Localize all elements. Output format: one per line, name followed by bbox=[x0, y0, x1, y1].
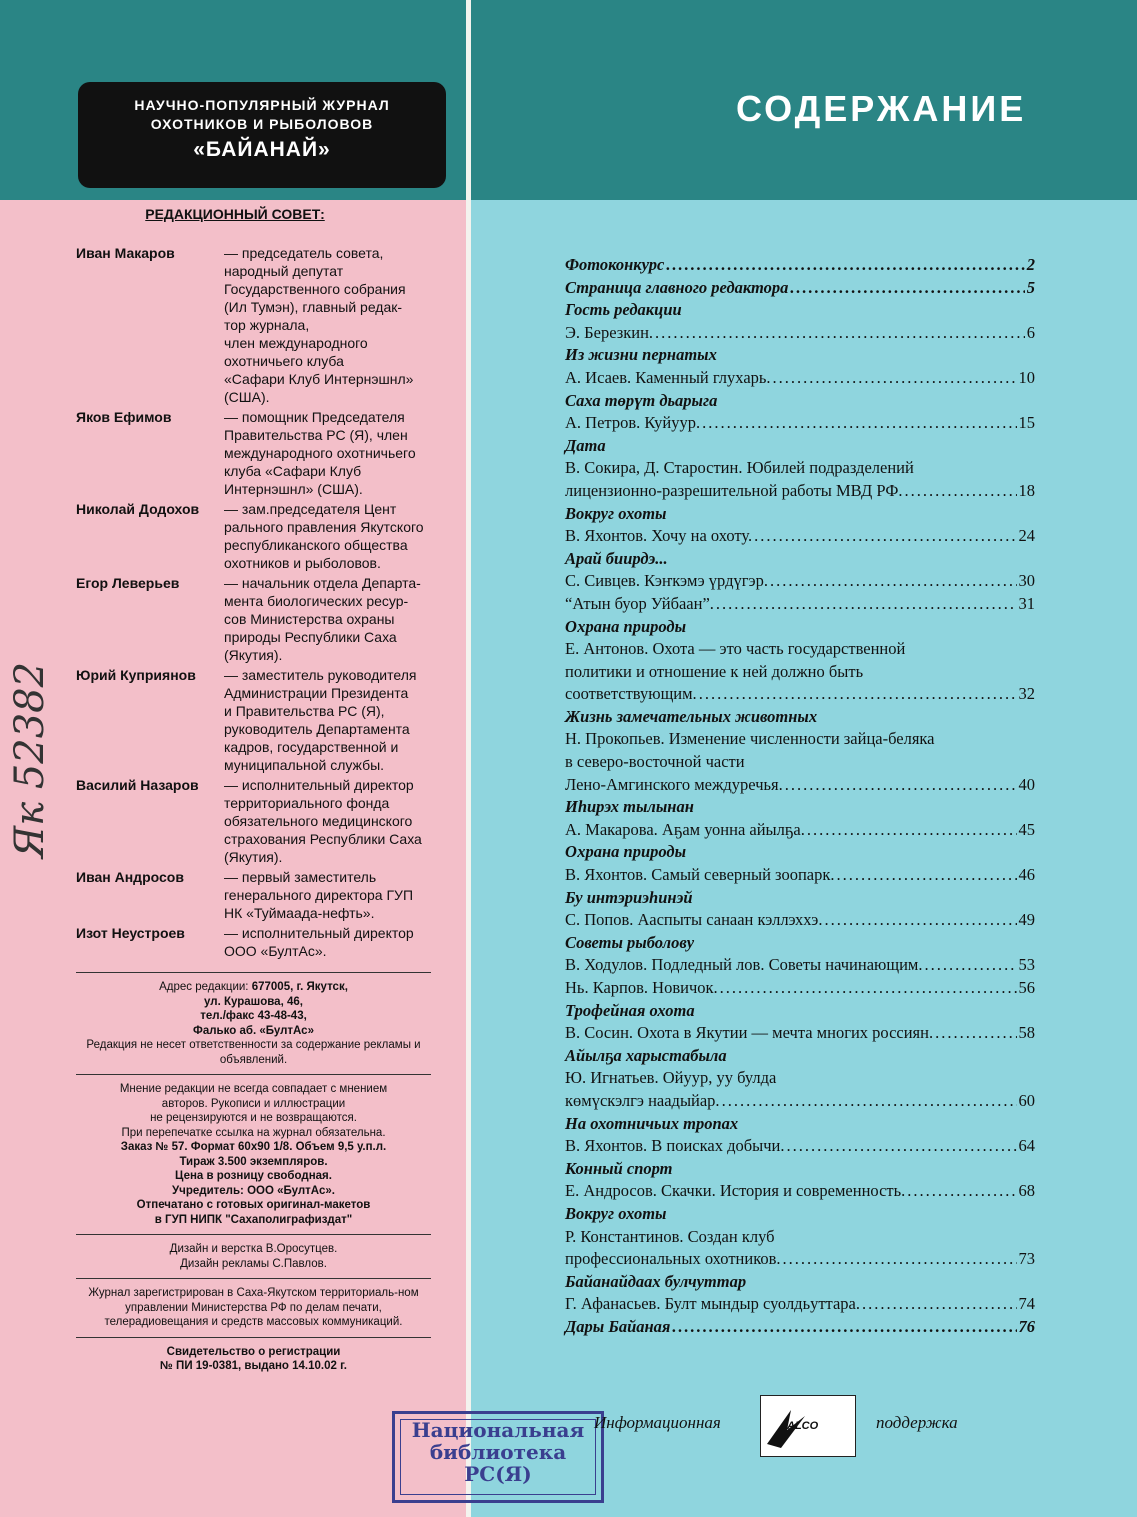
toc-entry-title: лицензионно-разрешительной работы МВД РФ. bbox=[565, 480, 903, 500]
member-description: — заместитель руководителя Администрации Президента и Правительства РС (Я), руководитель Департамента кадров, государственной и муниципальной службы. bbox=[224, 667, 417, 773]
toc-section-heading: Охрана природы bbox=[565, 842, 687, 862]
magazine-title-box bbox=[78, 82, 446, 188]
member-name: Иван Макаров bbox=[76, 245, 175, 261]
toc-entry-title: В. Яхонтов. Хочу на охоту. bbox=[565, 526, 753, 546]
toc-entry bbox=[565, 593, 1035, 616]
toc-dot-leader bbox=[773, 367, 1017, 390]
toc-entry-title: профессиональных охотников. bbox=[565, 1249, 781, 1269]
member-name: Юрий Куприянов bbox=[76, 667, 196, 683]
toc-entry bbox=[565, 1135, 1035, 1158]
toc-dot-leader bbox=[720, 977, 1017, 1000]
member-description: — зам.председателя Цент рального правления Якутского республиканского общества охотников и рыболовов. bbox=[224, 501, 424, 571]
toc-entry bbox=[565, 254, 1035, 277]
board-member bbox=[76, 924, 461, 960]
toc-section-heading: Советы рыболову bbox=[565, 932, 695, 952]
toc-dot-leader bbox=[790, 277, 1024, 300]
toc-entry-title: Лено-Амгинского междуречья. bbox=[565, 774, 783, 794]
logo-text: ALCO bbox=[787, 1420, 819, 1432]
toc-entry-line: Ю. Игнатьев. Ойуур, уу булда bbox=[565, 1068, 777, 1088]
toc-section-heading: Байанайдаах булчуттар bbox=[565, 1271, 747, 1291]
toc-entry-title: көмүскэлгэ наадыйар. bbox=[565, 1090, 720, 1110]
toc-section-heading: Трофейная охота bbox=[565, 1000, 695, 1020]
toc-section-heading: Айылҕа харыстабыла bbox=[565, 1045, 727, 1065]
price-info: Цена в розницу свободная. bbox=[175, 1170, 332, 1182]
imprint-address bbox=[76, 972, 431, 1074]
toc-dot-leader bbox=[862, 1293, 1017, 1316]
toc-entry bbox=[565, 570, 1035, 593]
toc-section-heading: Гость редакции bbox=[565, 300, 682, 320]
toc-entry bbox=[565, 774, 1035, 797]
toc-page-number: 15 bbox=[1018, 413, 1035, 433]
toc-page-number: 53 bbox=[1018, 955, 1035, 975]
toc-section-heading: Арай биирдэ... bbox=[565, 548, 668, 568]
member-name: Яков Ефимов bbox=[76, 409, 172, 425]
handwritten-inventory-number bbox=[0, 630, 60, 890]
toc-dot-leader bbox=[905, 480, 1017, 503]
toc-entry bbox=[565, 322, 1035, 345]
founder-info: Учредитель: ООО «БултАс». bbox=[172, 1184, 335, 1197]
ads-disclaimer: Редакция не несет ответственности за содержание рекламы и объявлений. bbox=[86, 1039, 421, 1066]
toc-entry-title: В. Яхонтов. В поисках добычи. bbox=[565, 1136, 785, 1156]
editorial-board-list bbox=[76, 244, 461, 962]
toc-dot-leader bbox=[722, 1090, 1017, 1113]
toc-entry-title: Фотоконкурс bbox=[565, 255, 665, 274]
address-label: Адрес редакции: bbox=[159, 981, 249, 993]
toc-entry bbox=[565, 277, 1035, 300]
support-label-right: поддержка bbox=[876, 1413, 958, 1432]
member-description: — председатель совета, народный депутат Государственного собрания (Ил Тумэн), главный редак- тор журнала, член международного охотничьего клуба «Сафари Клуб Интернэшнл» (США). bbox=[224, 245, 414, 405]
toc-section-heading: Дата bbox=[565, 435, 606, 455]
toc-dot-leader bbox=[770, 570, 1017, 593]
toc-entry bbox=[565, 1180, 1035, 1203]
member-name: Иван Андросов bbox=[76, 869, 184, 885]
registration-text: Журнал зарегистрирован в Саха-Якутском территориаль-ном управлении Министерства РФ по делам печати, телерадиовещания и средств массовых коммуникаций. bbox=[88, 1287, 419, 1328]
toc-entry-line: в северо-восточной части bbox=[565, 752, 745, 772]
magazine-name: «БАЙАНАЙ» bbox=[193, 138, 331, 161]
toc-section-heading: Из жизни пернатых bbox=[565, 345, 717, 365]
falco-logo bbox=[760, 1395, 856, 1457]
toc-entry-title: Е. Андросов. Скачки. История и современность. bbox=[565, 1181, 906, 1201]
toc-page-number: 68 bbox=[1018, 1181, 1035, 1201]
imprint-design bbox=[76, 1234, 431, 1278]
toc-page-number: 60 bbox=[1018, 1090, 1035, 1110]
toc-entry bbox=[565, 683, 1035, 706]
certificate-line-2: № ПИ 19-0381, выдано 14.10.02 г. bbox=[160, 1360, 347, 1372]
toc-dot-leader bbox=[666, 254, 1024, 277]
toc-section-heading: Вокруг охоты bbox=[565, 1203, 667, 1223]
support-label-left: Информационная bbox=[594, 1413, 721, 1432]
toc-section-heading: Иһирэх тылынан bbox=[565, 797, 694, 817]
toc-entry-title: Э. Березкин. bbox=[565, 322, 654, 342]
toc-entry bbox=[565, 480, 1035, 503]
handwritten-text: Як 52382 bbox=[7, 661, 53, 859]
imprint-certificate bbox=[76, 1337, 431, 1381]
toc-page-number: 2 bbox=[1026, 255, 1035, 274]
toc-page-number: 58 bbox=[1018, 1023, 1035, 1043]
toc-page-number: 32 bbox=[1018, 684, 1035, 704]
toc-section-heading: Жизнь замечательных животных bbox=[565, 706, 818, 726]
toc-entry-line: политики и отношение к ней должно быть bbox=[565, 661, 864, 681]
toc-entry bbox=[565, 909, 1035, 932]
imprint-print bbox=[76, 1074, 431, 1234]
table-of-contents bbox=[565, 254, 1035, 1339]
toc-entry bbox=[565, 1293, 1035, 1316]
toc-entry-title: А. Исаев. Каменный глухарь. bbox=[565, 367, 771, 387]
toc-entry-line: Р. Константинов. Создан клуб bbox=[565, 1226, 775, 1246]
address-city: 677005, г. Якутск, bbox=[251, 981, 348, 993]
toc-page-number: 18 bbox=[1018, 480, 1035, 500]
toc-entry-title: В. Ходулов. Подледный лов. Советы начинающим. bbox=[565, 955, 923, 975]
design-credit-2: Дизайн рекламы С.Павлов. bbox=[180, 1257, 327, 1270]
library-stamp bbox=[392, 1411, 604, 1503]
member-name: Изот Неустроев bbox=[76, 925, 185, 941]
toc-dot-leader bbox=[785, 774, 1017, 797]
toc-entry-title: В. Сосин. Охота в Якутии — мечта многих россиян. bbox=[565, 1023, 934, 1043]
member-description: — первый заместитель генерального директора ГУП НК «Туймаада-нефть». bbox=[224, 869, 414, 921]
editorial-board-heading: РЕДАКЦИОННЫЙ СОВЕТ: bbox=[145, 206, 325, 222]
toc-entry-title: Страница главного редактора bbox=[565, 277, 789, 297]
toc-dot-leader bbox=[924, 954, 1016, 977]
member-description: — помощник Председателя Правительства РС (Я), член международного охотничьего клуба «Сафари Клуб Интернэшнл» (США). bbox=[224, 409, 416, 497]
toc-page-number: 74 bbox=[1018, 1294, 1035, 1314]
opinion-line-4: При перепечатке ссылка на журнал обязательна. bbox=[121, 1126, 386, 1139]
toc-entry bbox=[565, 367, 1035, 390]
toc-page-number: 6 bbox=[1026, 322, 1035, 342]
imprint-registration bbox=[76, 1278, 431, 1337]
toc-page-number: 56 bbox=[1018, 978, 1035, 997]
toc-section-heading: Бу интэриэһинэй bbox=[565, 887, 693, 907]
certificate-line-1: Свидетельство о регистрации bbox=[166, 1345, 341, 1358]
title-line-2: ОХОТНИКОВ И РЫБОЛОВОВ bbox=[150, 116, 374, 132]
column-divider bbox=[466, 0, 471, 1517]
toc-entry-title: “Атын буор Уйбаан”. bbox=[565, 593, 714, 613]
toc-entry bbox=[565, 1316, 1035, 1339]
toc-entry bbox=[565, 1090, 1035, 1113]
toc-entry-title: Г. Афанасьев. Булт мындыр суолдьуттара. bbox=[565, 1294, 860, 1314]
printed-line-1: Отпечатано с готовых оригинал-макетов bbox=[136, 1199, 371, 1211]
address-street: ул. Курашова, 46, bbox=[204, 995, 303, 1008]
member-name: Егор Леверьев bbox=[76, 575, 180, 591]
member-name: Василий Назаров bbox=[76, 777, 199, 793]
member-description: — исполнительный директор ООО «БултАс». bbox=[224, 925, 414, 959]
toc-entry-title: В. Яхонтов. Самый северный зоопарк. bbox=[565, 865, 835, 885]
toc-entry bbox=[565, 412, 1035, 435]
imprint-info bbox=[76, 972, 431, 1381]
board-member bbox=[76, 408, 461, 498]
board-member bbox=[76, 244, 461, 406]
toc-page-number: 46 bbox=[1018, 865, 1035, 885]
board-member bbox=[76, 500, 461, 572]
toc-page-number: 64 bbox=[1018, 1136, 1035, 1156]
stamp-line-3: РС(Я) bbox=[464, 1462, 532, 1486]
toc-page-number: 76 bbox=[1018, 1316, 1035, 1336]
toc-dot-leader bbox=[907, 1180, 1016, 1203]
toc-entry-title: соответствующим. bbox=[565, 684, 697, 704]
toc-section-heading: Вокруг охоты bbox=[565, 503, 667, 523]
stamp-line-2: библиотека bbox=[429, 1440, 567, 1464]
toc-dot-leader bbox=[783, 1248, 1017, 1271]
opinion-line-3: не рецензируются и не возвращаются. bbox=[150, 1112, 357, 1124]
toc-entry-line: В. Сокира, Д. Старостин. Юбилей подразделений bbox=[565, 458, 914, 478]
toc-dot-leader bbox=[786, 1135, 1016, 1158]
toc-dot-leader bbox=[702, 412, 1016, 435]
toc-entry-line: Е. Антонов. Охота — это часть государственной bbox=[565, 639, 906, 659]
toc-section-heading: Конный спорт bbox=[565, 1158, 673, 1178]
contents-heading: СОДЕРЖАНИЕ bbox=[736, 88, 1027, 129]
toc-entry bbox=[565, 954, 1035, 977]
toc-entry-line: Н. Прокопьев. Изменение численности зайца-беляка bbox=[565, 729, 935, 749]
member-description: — начальник отдела Департа- мента биологических ресур- сов Министерства охраны природы Республики Саха (Якутия). bbox=[224, 575, 421, 663]
printed-line-2: в ГУП НИПК "Сахаполиграфиздат" bbox=[154, 1213, 353, 1226]
member-name: Николай Додохов bbox=[76, 501, 200, 517]
toc-page-number: 31 bbox=[1018, 593, 1035, 613]
toc-entry-title: Дары Байаная bbox=[565, 1316, 671, 1336]
title-line-1: НАУЧНО-ПОПУЛЯРНЫЙ ЖУРНАЛ bbox=[134, 97, 390, 113]
toc-dot-leader bbox=[837, 864, 1017, 887]
board-member bbox=[76, 574, 461, 664]
toc-dot-leader bbox=[699, 683, 1017, 706]
toc-dot-leader bbox=[754, 525, 1016, 548]
board-member bbox=[76, 666, 461, 774]
stamp-line-1: Национальная bbox=[411, 1418, 585, 1442]
toc-page-number: 10 bbox=[1018, 367, 1035, 387]
toc-dot-leader bbox=[824, 909, 1016, 932]
opinion-line-2: авторов. Рукописи и иллюстрации bbox=[161, 1097, 346, 1110]
toc-page-number: 30 bbox=[1018, 571, 1035, 591]
toc-entry-title: С. Сивцев. Кэҥкэмэ үрдүгэр. bbox=[565, 571, 768, 591]
toc-dot-leader bbox=[672, 1316, 1016, 1339]
toc-dot-leader bbox=[716, 593, 1017, 616]
design-credit-1: Дизайн и верстка В.Оросутцев. bbox=[169, 1243, 338, 1255]
toc-page-number: 73 bbox=[1018, 1249, 1035, 1269]
member-description: — исполнительный директор территориального фонда обязательного медицинского страхования Республики Саха (Якутия). bbox=[224, 777, 422, 865]
toc-entry-title: А. Петров. Куйуур. bbox=[565, 413, 701, 433]
order-info: Заказ № 57. Формат 60х90 1/8. Объем 9,5 у.п.л. bbox=[120, 1141, 387, 1153]
toc-page-number: 24 bbox=[1018, 526, 1035, 546]
toc-entry bbox=[565, 1022, 1035, 1045]
toc-entry-title: С. Попов. Ааспыты санаан кэллэххэ. bbox=[565, 910, 823, 930]
toc-entry-title: Нь. Карпов. Новичок. bbox=[565, 978, 718, 997]
toc-page-number: 49 bbox=[1018, 910, 1035, 930]
toc-section-heading: На охотничьих тропах bbox=[565, 1113, 739, 1133]
toc-dot-leader bbox=[807, 819, 1017, 842]
board-member bbox=[76, 868, 461, 922]
address-pobox: Фалько аб. «БултАс» bbox=[193, 1024, 314, 1037]
toc-section-heading: Саха төрүт дьарыга bbox=[565, 390, 718, 410]
toc-entry bbox=[565, 819, 1035, 842]
toc-entry-title: А. Макарова. Аҕам уонна айылҕа. bbox=[565, 819, 805, 839]
address-phone: тел./факс 43-48-43, bbox=[200, 1010, 307, 1022]
toc-entry bbox=[565, 977, 1035, 1000]
toc-section-heading: Охрана природы bbox=[565, 616, 687, 636]
print-run: Тираж 3.500 экземпляров. bbox=[179, 1155, 328, 1168]
toc-entry bbox=[565, 1248, 1035, 1271]
toc-page-number: 5 bbox=[1026, 277, 1035, 297]
toc-entry bbox=[565, 864, 1035, 887]
toc-page-number: 40 bbox=[1018, 774, 1035, 794]
toc-dot-leader bbox=[935, 1022, 1016, 1045]
toc-page-number: 45 bbox=[1018, 819, 1035, 839]
opinion-line-1: Мнение редакции не всегда совпадает с мнением bbox=[119, 1083, 388, 1095]
toc-entry bbox=[565, 525, 1035, 548]
board-member bbox=[76, 776, 461, 866]
toc-dot-leader bbox=[655, 322, 1025, 345]
